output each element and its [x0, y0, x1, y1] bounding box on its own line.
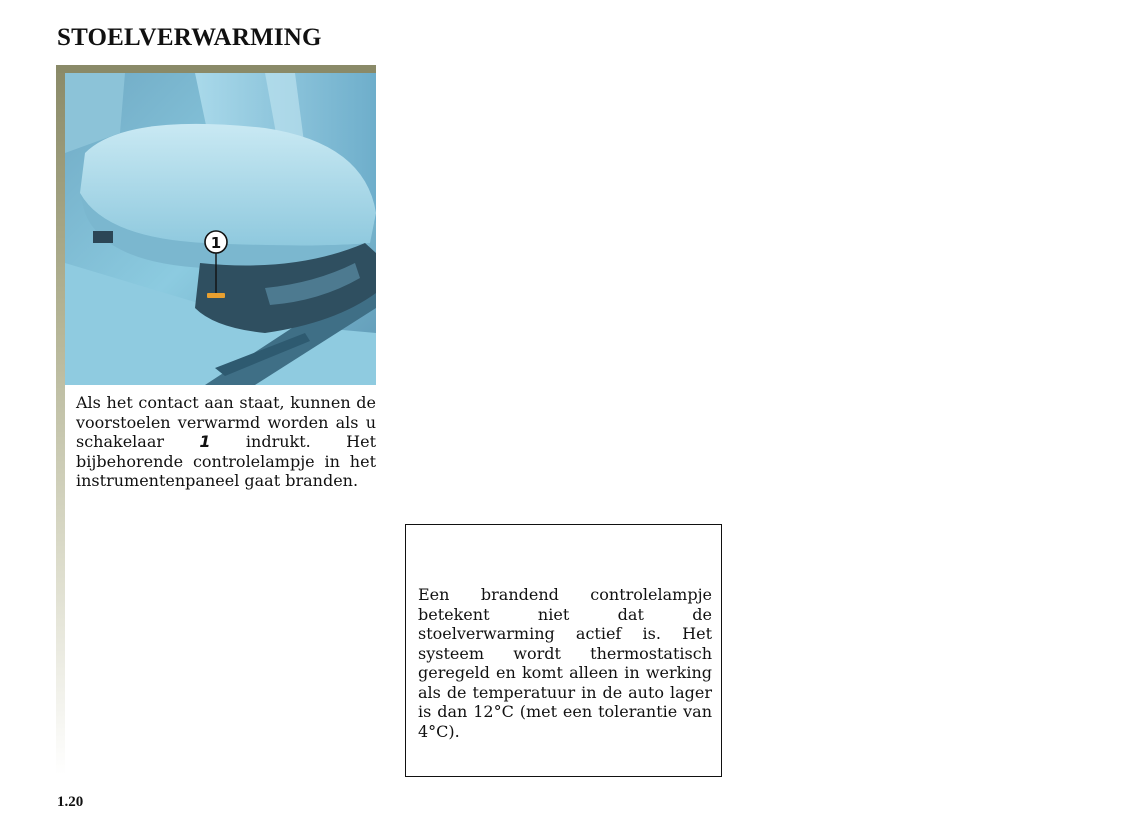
- callout-label: 1: [210, 234, 222, 252]
- description-part-2: indrukt. Het bijbehorende controlelampje in het instrumentenpaneel gaat branden.: [76, 432, 376, 490]
- note-box: [405, 524, 722, 777]
- side-accent-bar: [56, 65, 65, 775]
- page-number: 1.20: [57, 794, 84, 810]
- description-part-1: Als het contact aan staat, kunnen de voorstoelen verwarmd worden als u schakelaar: [76, 393, 376, 451]
- heated-seat-photo: [65, 73, 376, 385]
- seat-heating-description: [76, 393, 376, 491]
- switch-reference: 1: [199, 432, 211, 451]
- note-text: Een brandend controlelampje betekent niet dat de stoelverwarming actief is. Het systeem wordt thermostatisch geregeld en komt alleen in werking als de temperatuur in de auto lager is dan 12°C (met een tolerantie van 4°C).: [418, 585, 712, 741]
- page-title: STOELVERWARMING: [57, 24, 322, 51]
- photo-top-rule: [56, 65, 376, 73]
